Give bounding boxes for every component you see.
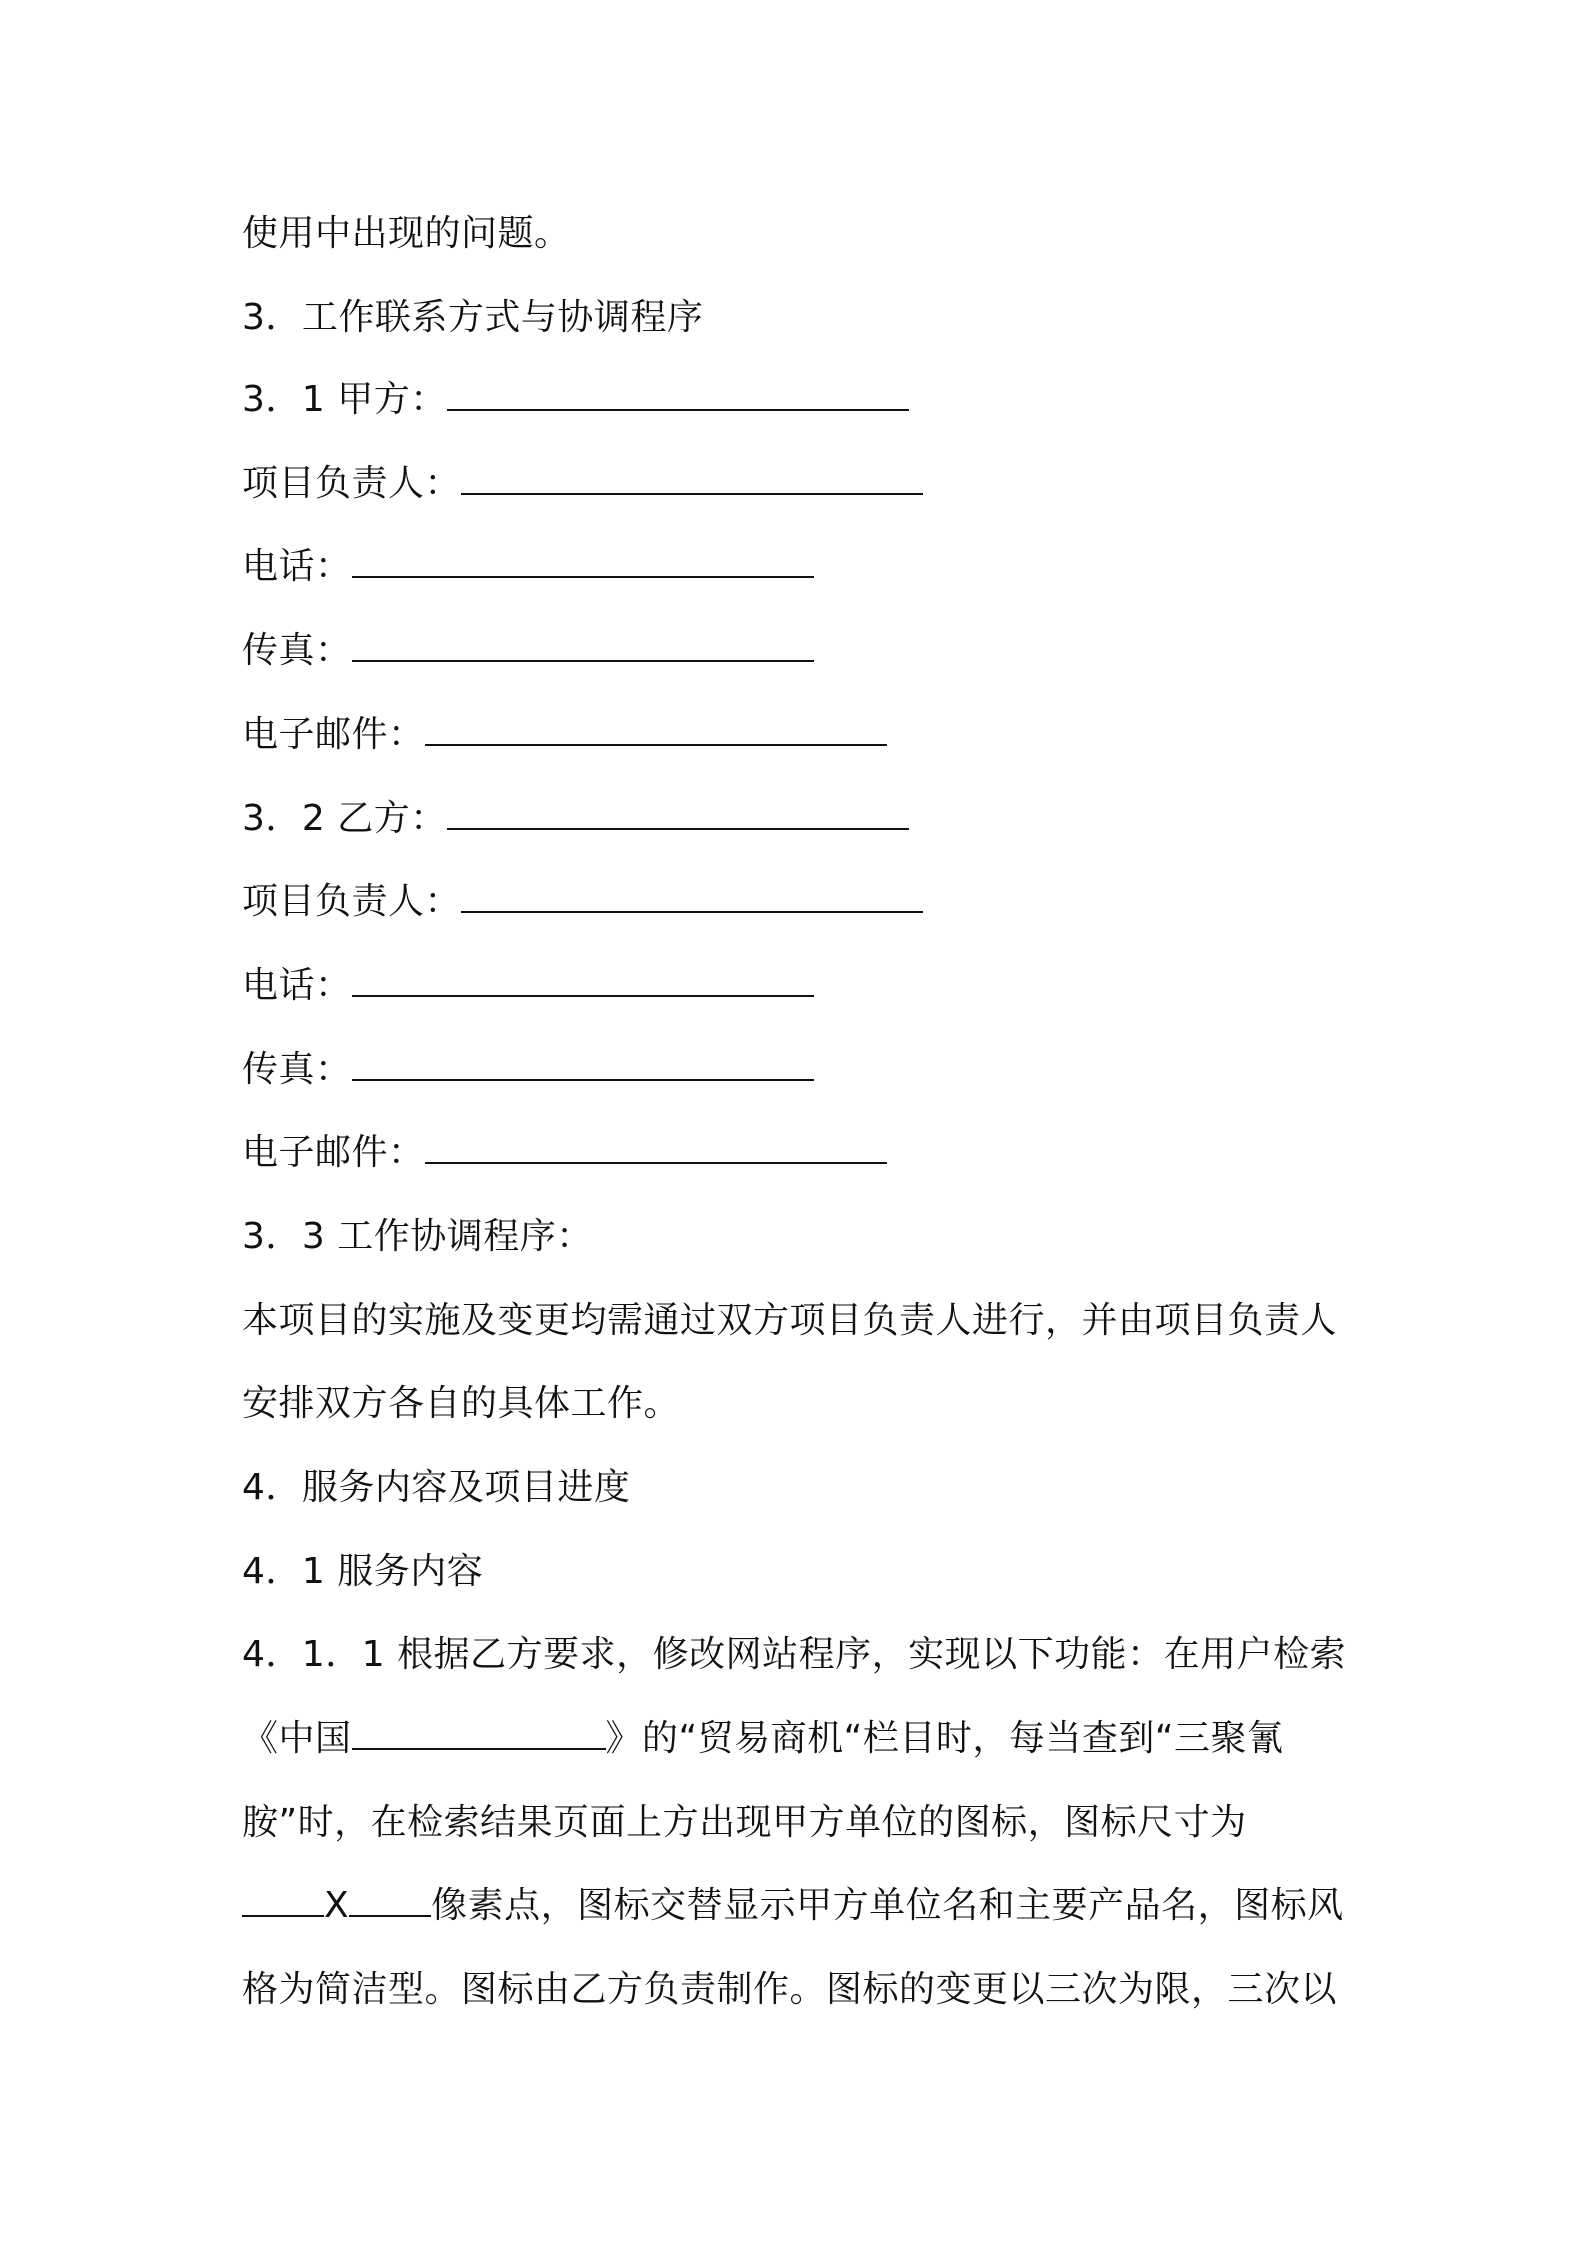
field-label: 传真： (242, 630, 352, 671)
line-text: 4．1 服务内容 (242, 1551, 484, 1592)
section-heading (242, 1548, 1362, 1596)
field-label: 电子邮件： (242, 1132, 425, 1173)
blank-underline (447, 379, 909, 411)
line-text: 使用中出现的问题。 (242, 213, 571, 254)
form-line-email (242, 1129, 1362, 1177)
line-text: 安排双方各自的具体工作。 (242, 1383, 681, 1424)
line-text: 《中国 (242, 1718, 352, 1759)
line-text: X (324, 1885, 350, 1926)
field-label: 电话： (242, 965, 352, 1006)
paragraph-line (242, 1297, 1362, 1345)
blank-underline (352, 1049, 814, 1081)
blank-underline (425, 714, 887, 746)
blank-underline (461, 881, 923, 913)
line-text: 3．3 工作协调程序： (242, 1216, 593, 1257)
line-text: 胺”时，在检索结果页面上方出现甲方单位的图标，图标尺寸为 (242, 1802, 1247, 1843)
section-heading (242, 294, 1362, 342)
form-line-project-lead (242, 878, 1362, 926)
field-label: 项目负责人： (242, 463, 462, 504)
paragraph-line (242, 1380, 1362, 1428)
blank-underline (425, 1132, 887, 1164)
line-text: 3．工作联系方式与协调程序 (242, 297, 704, 338)
blank-underline (461, 463, 923, 495)
section-heading (242, 1464, 1362, 1512)
paragraph-line (242, 1631, 1362, 1679)
paragraph-line (242, 1882, 1362, 1930)
form-line-party-a (242, 376, 1362, 424)
blank-underline (352, 630, 814, 662)
field-label: 3．1 甲方： (242, 379, 447, 420)
form-line-party-b (242, 795, 1362, 843)
paragraph-line (242, 210, 1362, 258)
field-label: 3．2 乙方： (242, 798, 447, 839)
paragraph-line (242, 1966, 1362, 2014)
line-text: 像素点，图标交替显示甲方单位名和主要产品名，图标风 (431, 1885, 1344, 1926)
blank-underline (242, 1885, 324, 1917)
form-line-phone (242, 962, 1362, 1010)
line-text: 格为简洁型。图标由乙方负责制作。图标的变更以三次为限，三次以 (242, 1969, 1338, 2010)
line-text: 》的“贸易商机“栏目时，每当查到“三聚氰 (605, 1718, 1284, 1759)
paragraph-line (242, 1799, 1362, 1847)
form-line-fax (242, 627, 1362, 675)
section-heading (242, 1213, 1362, 1261)
line-text: 本项目的实施及变更均需通过双方项目负责人进行，并由项目负责人 (242, 1300, 1338, 1341)
line-text: 4．1．1 根据乙方要求，修改网站程序，实现以下功能：在用户检索 (242, 1634, 1347, 1675)
form-line-project-lead (242, 460, 1362, 508)
paragraph-line (242, 1715, 1362, 1763)
blank-underline (352, 965, 814, 997)
blank-underline (352, 1718, 606, 1750)
field-label: 传真： (242, 1049, 352, 1090)
field-label: 电话： (242, 546, 352, 587)
blank-underline (349, 1885, 431, 1917)
line-text: 4．服务内容及项目进度 (242, 1467, 631, 1508)
blank-underline (352, 546, 814, 578)
form-line-email (242, 711, 1362, 759)
field-label: 电子邮件： (242, 714, 425, 755)
form-line-fax (242, 1046, 1362, 1094)
form-line-phone (242, 543, 1362, 591)
field-label: 项目负责人： (242, 881, 462, 922)
blank-underline (447, 798, 909, 830)
